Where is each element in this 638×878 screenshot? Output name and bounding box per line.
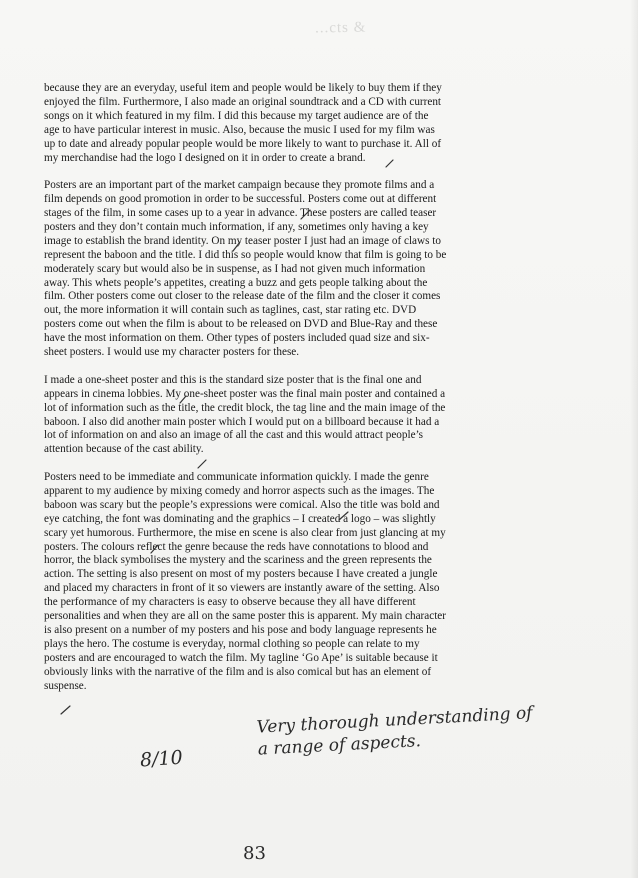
text-line: plays the hero. The costume is everyday, normal clothing so people can relate to my — [44, 637, 420, 650]
text-line: posters and are encouraged to watch the film. My tagline ‘Go Ape’ is suitable because it — [44, 651, 438, 664]
text-line: because they are an everyday, useful item and people would be likely to buy them if they — [44, 82, 442, 94]
text-line: baboon. I also did another main poster which I would put on a billboard because it had a — [44, 415, 440, 428]
essay-body — [44, 82, 498, 707]
paragraph-posters — [44, 179, 498, 360]
bleed-through-text: ...cts & — [314, 19, 367, 37]
text-line: suspense. — [44, 679, 87, 692]
page-edge-shadow — [630, 0, 638, 878]
text-line: posters. The colours reflect the genre because the reds have connotations to blood and — [44, 540, 429, 553]
text-line: film depends on good promotion in order to be successful. Posters come out at different — [44, 193, 437, 206]
text-line: is also present on a number of my posters and his pose and body language represents he — [44, 624, 437, 637]
text-line: songs on it which featured in my film. I did this because my target audience are of the — [44, 109, 429, 122]
text-line: action. The setting is also present on most of my posters because I have created a jungle — [44, 568, 438, 581]
text-line: personalities and when they are all on the same poster this is apparent. My main character — [44, 610, 446, 623]
text-line: up to date and already popular people would be more likely to want to purchase it. All of — [44, 137, 442, 150]
text-line: out, the more information it will contain such as taglines, cast, star rating etc. DVD — [44, 304, 417, 317]
text-line: baboon was scary but the people’s expressions were comical. Also the title was bold and — [44, 498, 440, 511]
text-line: age to have particular interest in music. Also, because the music I used for my film was — [44, 123, 435, 136]
grade-mark: 8/10 — [139, 746, 184, 772]
text-line: posters come out when the film is about to be released on DVD and Blue-Ray and these — [44, 318, 438, 331]
text-line: and placed my characters in front of it so viewers are instantly aware of the setting. Also — [44, 582, 440, 595]
text-line: Posters need to be immediate and communicate information quickly. I made the genre — [44, 471, 429, 484]
text-line: away. This whets people’s appetites, creating a buzz and gets people talking about the — [44, 276, 428, 289]
paragraph-genre — [44, 471, 498, 694]
text-line: I made a one-sheet poster and this is the standard size poster that is the final one and — [44, 373, 422, 386]
text-line: obviously links with the narrative of the film and is also comical but has an element of — [44, 665, 432, 678]
text-line: scary yet humorous. Furthermore, the mise en scene is also clear from just glancing at my — [44, 526, 446, 539]
text-line: lot of information on and also an image of all the cast and this would attract people’s — [44, 429, 424, 442]
text-line: stages of the film, in some cases up to a year in advance. These posters are called teaser — [44, 207, 437, 220]
text-line: attention because of the cast ability. — [44, 443, 204, 456]
text-line: represent the baboon and the title. I did this so people would know that film is going to be — [44, 248, 447, 261]
text-line: lot of information such as the title, the credit block, the tag line and the main image of the — [44, 401, 446, 414]
text-line: Posters are an important part of the market campaign because they promote films and a — [44, 179, 435, 192]
text-line: the performance of my characters is easy to observe because they all have different — [44, 596, 416, 609]
text-line: appears in cinema lobbies. My one-sheet poster was the final main poster and contained a — [44, 387, 446, 400]
comment-line: a range of aspects. — [257, 731, 422, 760]
text-line: posters and they don’t contain much information, if any, sometimes only having a key — [44, 220, 429, 233]
paragraph-merchandise — [44, 82, 498, 165]
text-line: image to establish the brand identity. On my teaser poster I just had an image of claws to — [44, 234, 441, 247]
teacher-comment — [256, 699, 588, 760]
text-line: sheet posters. I would use my character posters for these. — [44, 346, 300, 359]
page-number: 83 — [243, 843, 266, 864]
text-line: my merchandise had the logo I designed on it in order to create a brand. — [44, 151, 366, 164]
text-line: apparent to my audience by mixing comedy and horror aspects such as the images. The — [44, 484, 435, 497]
paragraph-one-sheet — [44, 374, 498, 457]
text-line: enjoyed the film. Furthermore, I also made an original soundtrack and a CD with current — [44, 95, 442, 108]
text-line: horror, the black symbolises the mystery and the scariness and the green represents the — [44, 554, 432, 567]
text-line: have the most information on them. Other types of posters included quad size and six- — [44, 332, 430, 345]
text-line: eye catching, the font was dominating and the graphics – I created a logo – was slightly — [44, 512, 436, 525]
comment-line: Very thorough understanding of — [256, 703, 533, 738]
text-line: moderately scary but would also be in suspense, as I had not given much information — [44, 262, 426, 275]
text-line: film. Other posters come out closer to the release date of the film and the closer it comes — [44, 290, 441, 303]
